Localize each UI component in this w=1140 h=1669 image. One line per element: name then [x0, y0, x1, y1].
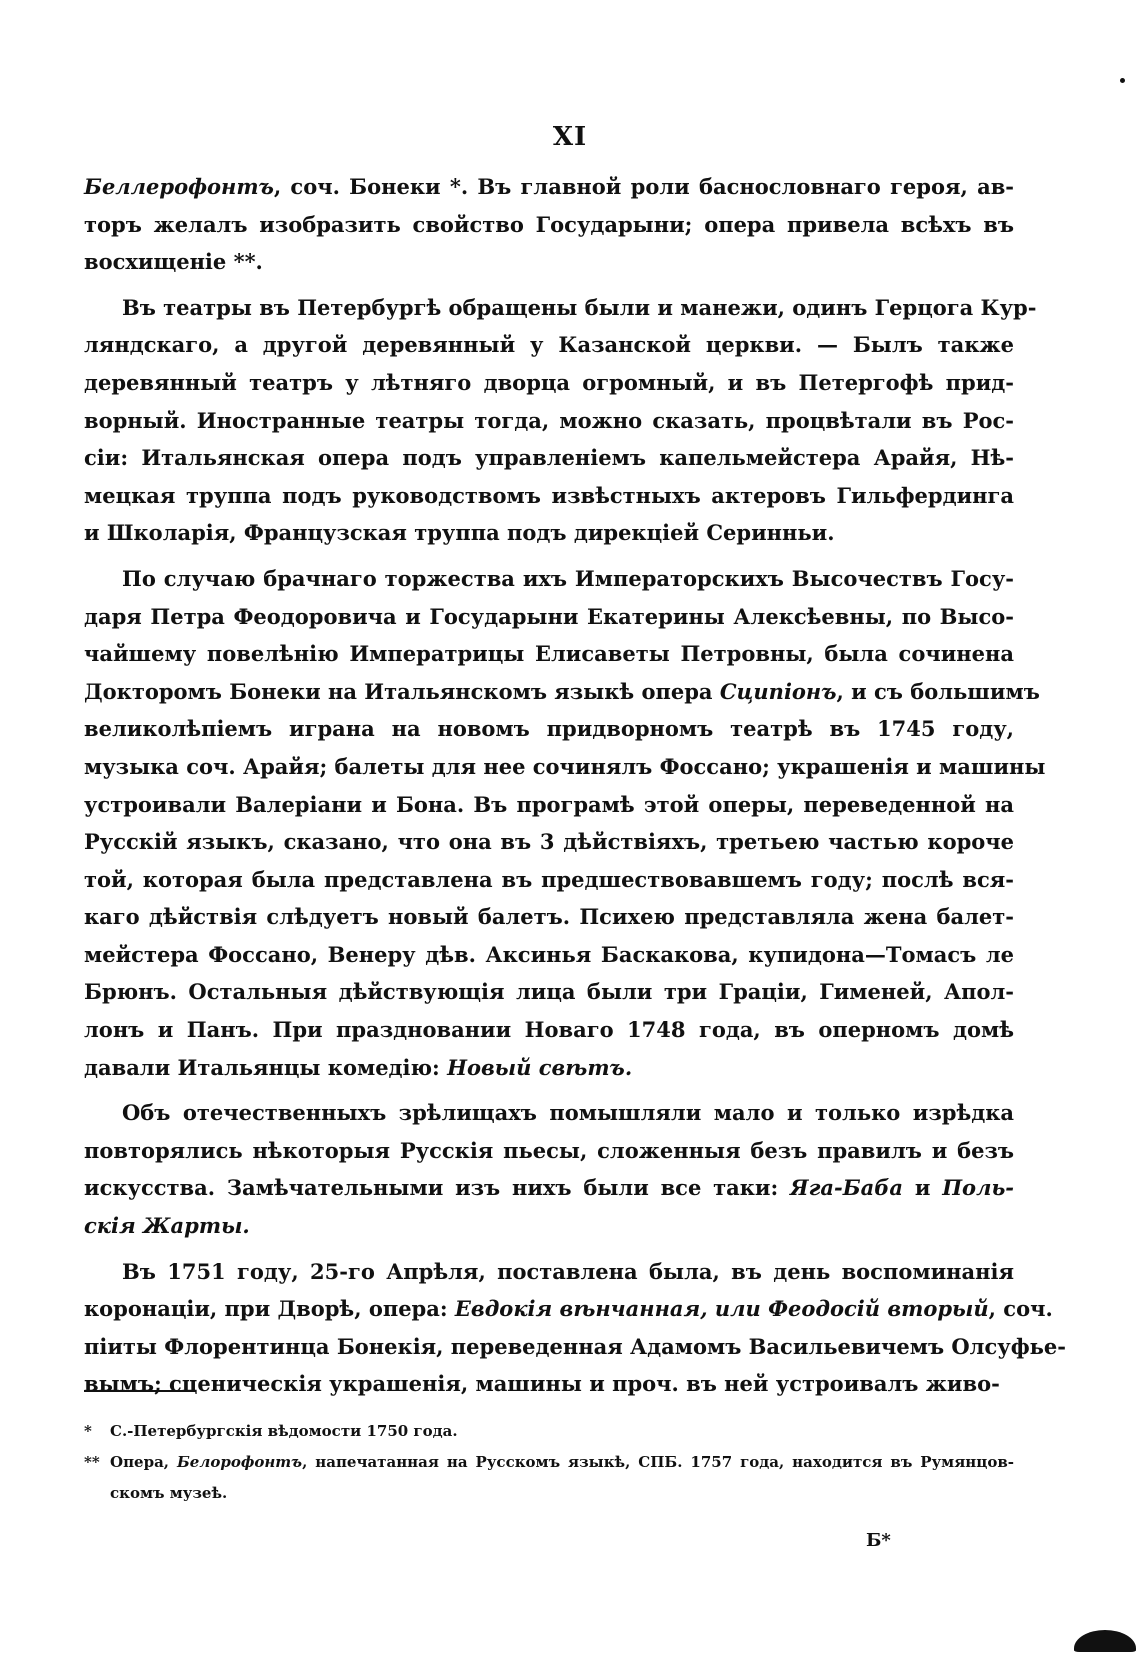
footnote-mark: **: [84, 1453, 100, 1471]
footnote-divider: [84, 1390, 196, 1392]
text-run: Брюнъ. Остальныя дѣйствующія лица были три Граціи, Гименей, Апол-: [84, 979, 1014, 1005]
text-run: ляндскаго, а другой деревянный у Казанской церкви. — Былъ также: [84, 332, 1014, 358]
paragraph-gap: [84, 1245, 1014, 1253]
text-line: [84, 673, 1040, 711]
paragraph: [84, 168, 1014, 281]
text-line: [84, 786, 1014, 824]
text-run: восхищеніе **.: [84, 249, 263, 275]
text-run: повторялись нѣкоторыя Русскія пьесы, сложенныя безъ правилъ и безъ: [84, 1137, 1014, 1163]
text-run: С.-Петербургскія вѣдомости 1750 года.: [110, 1422, 458, 1440]
text-run: деревянный театръ у лѣтняго дворца огромный, и въ Петергофѣ прид-: [84, 369, 1014, 395]
text-line: [84, 748, 1046, 786]
text-line: [84, 402, 1014, 440]
text-run: давали Итальянцы комедію:: [84, 1054, 448, 1080]
text-run: По случаю брачнаго торжества ихъ Императорскихъ Высочествъ Госу-: [122, 565, 1014, 591]
text-run: каго дѣйствія слѣдуетъ новый балетъ. Психею представляла жена балет-: [84, 904, 1014, 930]
text-line: [84, 560, 1014, 598]
text-run: Объ отечественныхъ зрѣлищахъ помышляли мало и только изрѣдка: [122, 1100, 1014, 1126]
paragraph-gap: [84, 1086, 1014, 1094]
text-run: ворный. Иностранные театры тогда, можно сказать, процвѣтали въ Рос-: [84, 407, 1014, 433]
text-run: великолѣпіемъ играна на новомъ придворномъ театрѣ въ 1745 году,: [84, 716, 1014, 742]
paragraph: [84, 1253, 1066, 1403]
text-run: Въ театры въ Петербургѣ обращены были и манежи, одинъ Герцога Кур-: [122, 294, 1037, 320]
ink-speck: [1120, 78, 1125, 83]
italic-text: Поль-: [942, 1175, 1015, 1201]
italic-text: скія Жарты.: [84, 1213, 250, 1239]
text-run: Докторомъ Бонеки на Итальянскомъ языкѣ опера: [84, 678, 720, 704]
text-run: искусства. Замѣчательными изъ нихъ были все таки:: [84, 1175, 791, 1201]
text-line: [84, 514, 1014, 552]
paragraph: [84, 289, 1037, 552]
footnotes: [84, 1416, 1014, 1509]
text-run: чайшему повелѣнію Императрицы Елисаветы Петровны, была сочинена: [84, 641, 1014, 667]
text-run: и Школарія, Французская труппа подъ дирекціей Серинньи.: [84, 520, 835, 546]
text-line: [84, 1132, 1014, 1170]
footnote-line: [84, 1478, 1014, 1509]
text-line: [84, 1328, 1066, 1366]
text-run: лонъ и Панъ. При праздновании Новаго 1748 года, въ оперномъ домѣ: [84, 1017, 1014, 1043]
text-run: , напечатанная на Русскомъ языкѣ, СПБ. 1757 года, находится въ Румянцов-: [302, 1453, 1014, 1471]
footnote-mark: *: [84, 1422, 92, 1440]
text-run: , соч. Бонеки *. Въ главной роли баснословнаго героя, ав-: [273, 174, 1014, 199]
text-run: устроивали Валеріани и Бона. Въ програмѣ этой оперы, переведенной на: [84, 791, 1014, 817]
text-run: , и съ большимъ: [836, 678, 1040, 704]
text-line: [84, 1365, 1014, 1403]
text-line: [84, 973, 1014, 1011]
text-run: скомъ музеѣ.: [110, 1484, 228, 1502]
text-line: [84, 1169, 1014, 1207]
text-run: Русскій языкъ, сказано, что она въ 3 дѣйствіяхъ, третьею частью короче: [84, 829, 1014, 855]
ink-blot: [1074, 1630, 1136, 1652]
italic-text: Беллерофонтъ: [84, 174, 274, 199]
paragraph-gap: [84, 552, 1014, 560]
italic-text: Новый свѣтъ.: [447, 1054, 633, 1080]
text-line: [84, 635, 1014, 673]
text-line: [84, 861, 1014, 899]
italic-text: Сципіонъ: [719, 678, 837, 704]
text-line: [84, 823, 1014, 861]
text-run: сіи: Итальянская опера подъ управленіемъ капельмейстера Арайя, Нѣ-: [84, 445, 1014, 471]
page-number: XI: [552, 122, 588, 152]
text-run: даря Петра Феодоровича и Государыни Екатерины Алексѣевны, по Высо-: [84, 603, 1014, 629]
footnote-line: [84, 1416, 1014, 1447]
italic-text: Яга-Баба: [790, 1175, 904, 1201]
text-line: [84, 1094, 1014, 1132]
text-run: и: [903, 1175, 943, 1201]
text-line: [84, 710, 1014, 748]
text-run: Въ 1751 году, 25-го Апрѣля, поставлена была, въ день воспоминанія: [122, 1258, 1014, 1284]
text-run: вымъ; сценическія украшенія, машины и проч. въ ней устроивалъ живо-: [84, 1371, 1000, 1397]
italic-text: Евдокія вѣнчанная, или Феодосій вторый: [454, 1296, 989, 1322]
text-line: [84, 598, 1014, 636]
text-line: [84, 1253, 1014, 1291]
text-line: [84, 439, 1014, 477]
text-line: [84, 936, 1014, 974]
text-line: [84, 326, 1014, 364]
text-line: [84, 243, 1014, 281]
text-run: Опера,: [110, 1453, 177, 1471]
text-run: музыка соч. Арайя; балеты для нее сочинялъ Фоссано; украшенія и машины: [84, 753, 1046, 779]
text-line: [84, 289, 1037, 327]
text-run: мецкая труппа подъ руководствомъ извѣстныхъ актеровъ Гильфердинга: [84, 482, 1014, 508]
italic-text: Белорофонтъ: [176, 1453, 303, 1471]
text-run: , соч.: [988, 1296, 1053, 1322]
paragraph: [84, 560, 1046, 1086]
text-line: [84, 206, 1014, 244]
printer-signature-mark: Б*: [866, 1530, 891, 1551]
text-line: [84, 364, 1014, 402]
main-text: [84, 168, 1066, 1403]
text-line: [84, 1011, 1014, 1049]
text-run: мейстера Фоссано, Венеру дѣв. Аксинья Баскакова, купидона—Томасъ ле: [84, 941, 1014, 967]
text-run: коронаціи, при Дворѣ, опера:: [84, 1296, 455, 1322]
paragraph-gap: [84, 281, 1014, 289]
text-line: [84, 168, 1014, 206]
text-line: [84, 898, 1014, 936]
text-run: торъ желалъ изобразить свойство Государыни; опера привела всѣхъ въ: [84, 211, 1014, 237]
text-run: піиты Флорентинца Бонекія, переведенная Адамомъ Васильевичемъ Олсуфье-: [84, 1333, 1066, 1359]
text-line: [84, 477, 1014, 515]
text-run: той, которая была представлена въ предшествовавшемъ году; послѣ вся-: [84, 866, 1014, 892]
text-line: [84, 1049, 1014, 1087]
footnote-line: [84, 1447, 1014, 1478]
text-line: [84, 1207, 1014, 1245]
paragraph: [84, 1094, 1014, 1244]
text-line: [84, 1290, 1053, 1328]
